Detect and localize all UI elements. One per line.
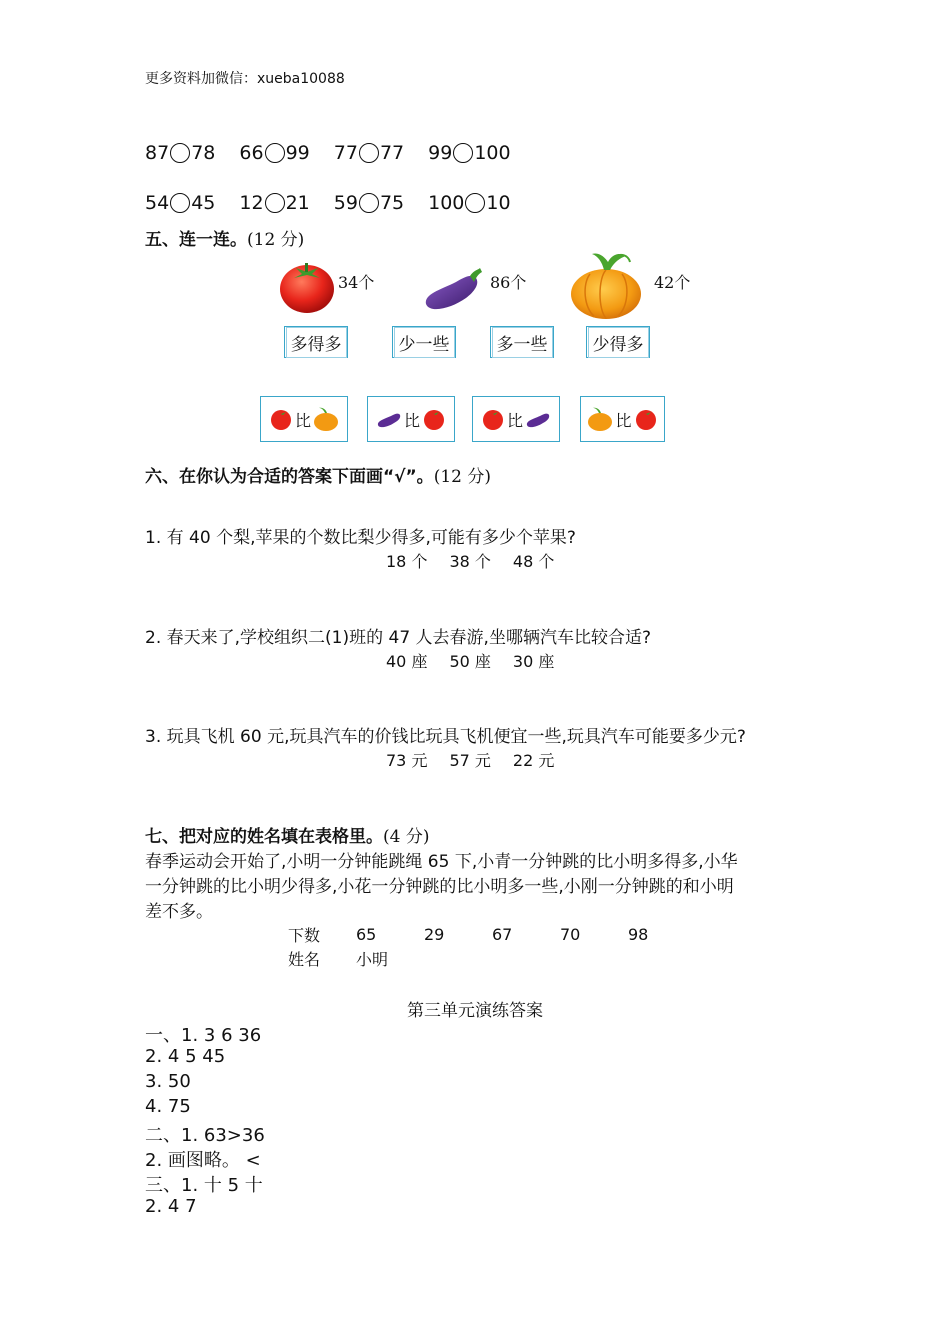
pumpkin-icon bbox=[313, 407, 339, 431]
option[interactable]: 48 个 bbox=[512, 552, 555, 571]
section7-line-2: 一分钟跳的比小明少得多,小花一分钟跳的比小明多一些,小刚一分钟跳的和小明 bbox=[145, 877, 734, 897]
compare-circle[interactable] bbox=[453, 143, 473, 163]
compare-word: 比 bbox=[403, 410, 420, 430]
option[interactable]: 40 座 bbox=[386, 652, 428, 671]
tomato-icon bbox=[422, 408, 446, 430]
compare-circle[interactable] bbox=[265, 143, 285, 163]
tomato-icon bbox=[269, 408, 293, 430]
compare-item: 87 78 bbox=[145, 142, 216, 164]
watermark-text: 更多资料加微信：xueba10088 bbox=[145, 71, 345, 87]
answer-line: 2. 4 7 bbox=[145, 1196, 197, 1217]
tomato-count: 34个 bbox=[338, 273, 375, 292]
pumpkin-icon bbox=[568, 248, 644, 320]
compare-circle[interactable] bbox=[465, 193, 485, 213]
tomato-icon bbox=[634, 408, 658, 430]
compare-item: 99 100 bbox=[428, 142, 511, 164]
pumpkin-count: 42个 bbox=[654, 273, 691, 292]
compare-row-1 bbox=[145, 142, 511, 164]
option[interactable]: 38 个 bbox=[449, 552, 491, 571]
compare-word: 比 bbox=[294, 410, 311, 430]
label-text: 多一些 bbox=[492, 327, 553, 358]
table-cell: 70 bbox=[560, 924, 581, 944]
section7-line-1: 春季运动会开始了,小明一分钟能跳绳 65 下,小青一分钟跳的比小明多得多,小华 bbox=[145, 852, 738, 872]
label-box-2[interactable] bbox=[392, 326, 456, 358]
option[interactable]: 18 个 bbox=[386, 552, 428, 571]
answer-line: 一、1. 3 6 36 bbox=[145, 1025, 262, 1046]
eggplant-icon bbox=[525, 409, 551, 429]
label-box-1[interactable] bbox=[284, 326, 348, 358]
label-text: 少得多 bbox=[588, 327, 649, 358]
table-cell: 下数 bbox=[288, 925, 321, 945]
answer-line: 3. 50 bbox=[145, 1071, 191, 1092]
compare-item: 66 99 bbox=[239, 142, 310, 164]
compare-circle[interactable] bbox=[170, 143, 190, 163]
table-cell: 29 bbox=[424, 924, 445, 944]
label-box-4[interactable] bbox=[586, 326, 650, 358]
compare-circle[interactable] bbox=[170, 193, 190, 213]
question-3: 3. 玩具飞机 60 元,玩具汽车的价钱比玩具飞机便宜一些,玩具汽车可能要多少元? bbox=[145, 727, 746, 747]
table-cell: 67 bbox=[492, 924, 513, 944]
compare-item: 54 45 bbox=[145, 192, 216, 214]
pumpkin-icon bbox=[587, 407, 613, 431]
option[interactable]: 73 元 bbox=[386, 751, 428, 770]
section7-line-3: 差不多。 bbox=[145, 902, 213, 922]
answer-line: 三、1. 十 5 十 bbox=[145, 1175, 263, 1196]
label-text: 多得多 bbox=[286, 327, 347, 358]
compare-word: 比 bbox=[615, 410, 632, 430]
compare-box-tomato-pumpkin[interactable] bbox=[260, 396, 348, 442]
table-row bbox=[288, 922, 696, 946]
compare-item: 59 75 bbox=[333, 192, 405, 214]
compare-item: 100 10 bbox=[428, 192, 511, 214]
compare-box-pumpkin-tomato[interactable] bbox=[580, 396, 665, 442]
name-table bbox=[288, 922, 696, 970]
question-3-options bbox=[386, 748, 576, 771]
compare-item: 77 77 bbox=[333, 142, 405, 164]
option[interactable]: 22 元 bbox=[512, 751, 555, 770]
table-cell-empty[interactable] bbox=[628, 946, 696, 970]
option[interactable]: 57 元 bbox=[449, 751, 491, 770]
compare-row-2 bbox=[145, 192, 511, 214]
question-2-options bbox=[386, 649, 576, 672]
section6-heading: 六、在你认为合适的答案下面画“√”。(12 分) bbox=[145, 467, 491, 487]
table-cell: 姓名 bbox=[288, 949, 321, 969]
compare-word: 比 bbox=[506, 410, 523, 430]
eggplant-count: 86个 bbox=[490, 273, 527, 292]
compare-circle[interactable] bbox=[359, 143, 379, 163]
question-2: 2. 春天来了,学校组织二(1)班的 47 人去春游,坐哪辆汽车比较合适? bbox=[145, 628, 651, 648]
compare-circle[interactable] bbox=[359, 193, 379, 213]
answer-line: 二、1. 63>36 bbox=[145, 1125, 265, 1146]
compare-circle[interactable] bbox=[265, 193, 285, 213]
table-row bbox=[288, 946, 696, 970]
section5-heading: 五、连一连。(12 分) bbox=[145, 230, 305, 250]
tomato-icon bbox=[481, 408, 505, 430]
answer-line: 2. 4 5 45 bbox=[145, 1046, 226, 1067]
eggplant-icon bbox=[376, 409, 402, 429]
question-1: 1. 有 40 个梨,苹果的个数比梨少得多,可能有多少个苹果? bbox=[145, 528, 576, 548]
table-cell: 65 bbox=[356, 924, 377, 944]
compare-item: 12 21 bbox=[239, 192, 310, 214]
compare-box-tomato-eggplant[interactable] bbox=[472, 396, 560, 442]
table-cell-empty[interactable] bbox=[492, 946, 560, 970]
option[interactable]: 50 座 bbox=[449, 652, 491, 671]
answers-title: 第三单元演练答案 bbox=[407, 1001, 543, 1021]
table-cell: 98 bbox=[628, 924, 649, 944]
answer-line: 2. 画图略。 < bbox=[145, 1150, 261, 1171]
table-cell-empty[interactable] bbox=[424, 946, 492, 970]
answer-line: 4. 75 bbox=[145, 1096, 191, 1117]
label-box-3[interactable] bbox=[490, 326, 554, 358]
table-cell-empty[interactable] bbox=[560, 946, 628, 970]
eggplant-icon bbox=[422, 264, 484, 314]
option[interactable]: 30 座 bbox=[512, 652, 555, 671]
compare-box-eggplant-tomato[interactable] bbox=[367, 396, 455, 442]
question-1-options bbox=[386, 549, 576, 572]
tomato-icon bbox=[278, 258, 336, 314]
table-cell: 小明 bbox=[356, 949, 389, 969]
section7-heading: 七、把对应的姓名填在表格里。(4 分) bbox=[145, 827, 430, 847]
label-text: 少一些 bbox=[394, 327, 455, 358]
